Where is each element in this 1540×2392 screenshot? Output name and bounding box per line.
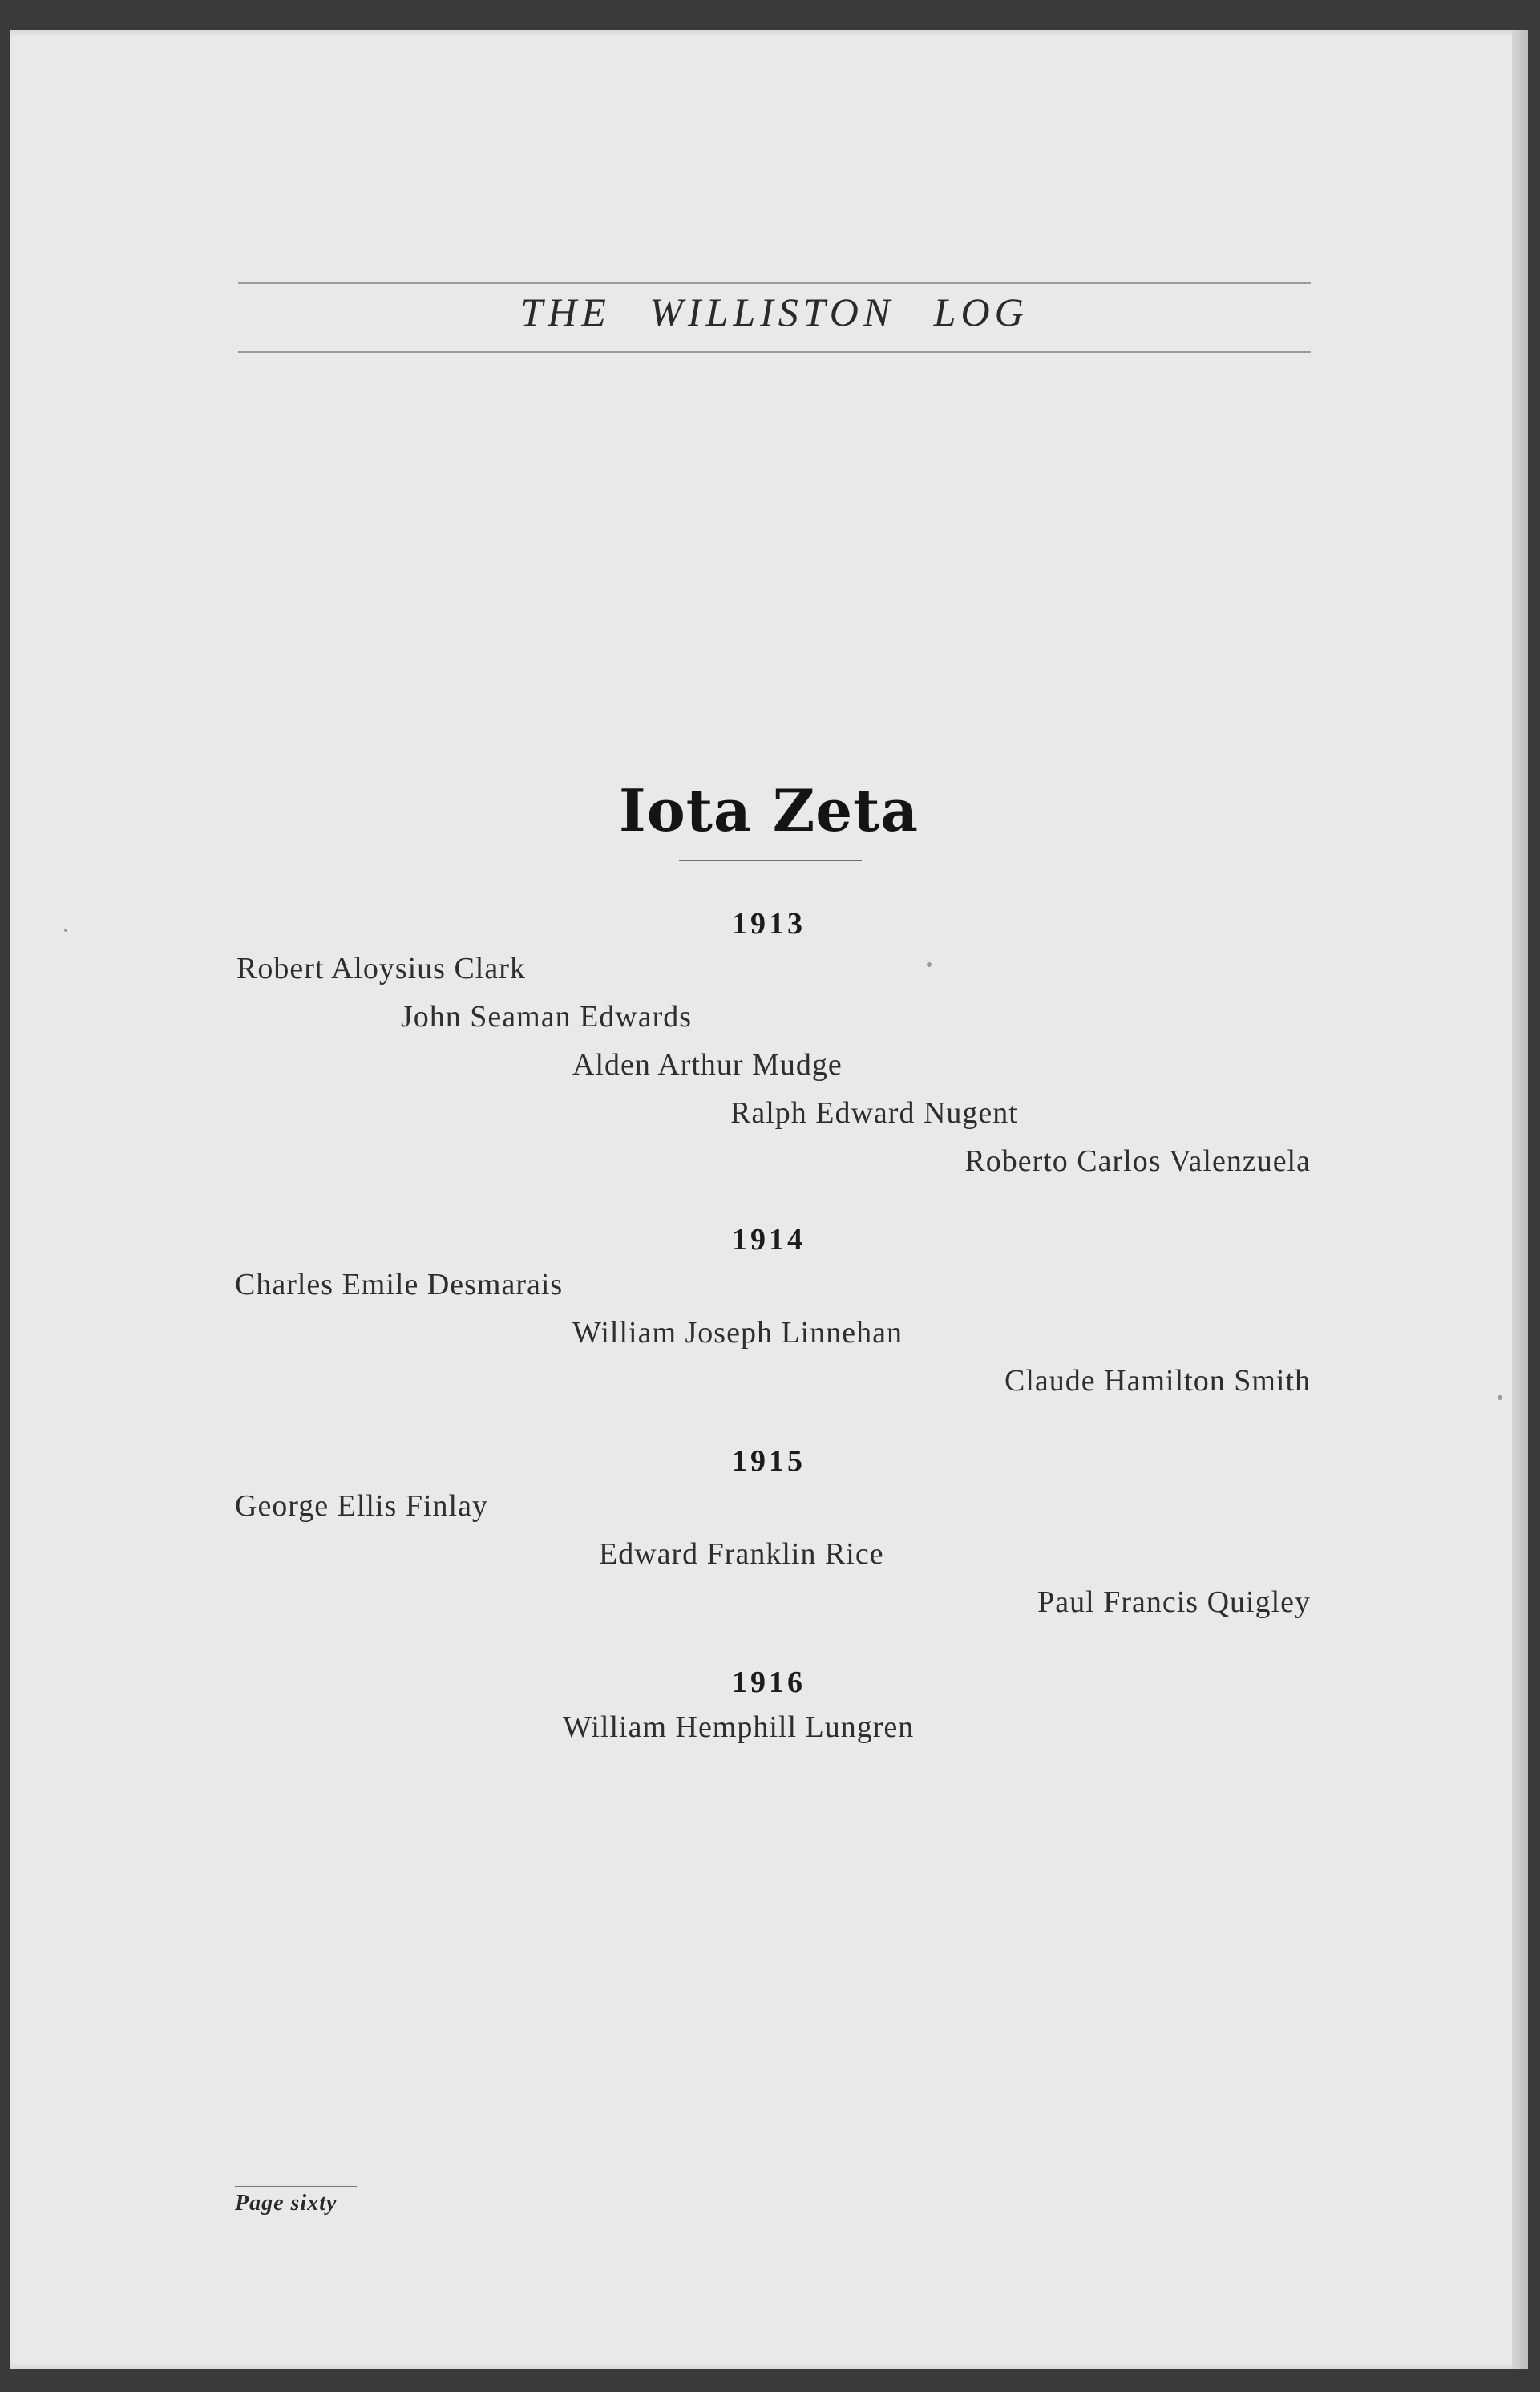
member-name: Roberto Carlos Valenzuela bbox=[964, 1144, 1311, 1178]
class-year-1915: 1915 bbox=[732, 1444, 806, 1478]
header-rule-top bbox=[238, 282, 1311, 284]
section-title: Iota Zeta bbox=[619, 776, 919, 844]
header-rule-bottom bbox=[238, 351, 1311, 353]
page bbox=[10, 30, 1528, 2369]
member-name: Ralph Edward Nugent bbox=[730, 1096, 1018, 1130]
scan-speck bbox=[927, 962, 932, 967]
page-edge bbox=[1512, 30, 1528, 2369]
member-name: Claude Hamilton Smith bbox=[1004, 1364, 1311, 1398]
class-year-1913: 1913 bbox=[732, 907, 806, 941]
member-name: Charles Emile Desmarais bbox=[235, 1268, 564, 1301]
scan-speck bbox=[1498, 1395, 1502, 1400]
member-name: Alden Arthur Mudge bbox=[572, 1048, 843, 1082]
member-name: George Ellis Finlay bbox=[235, 1489, 488, 1523]
scan-speck bbox=[64, 929, 67, 932]
footer-rule bbox=[235, 2186, 357, 2187]
member-name: Edward Franklin Rice bbox=[599, 1537, 884, 1571]
class-year-1916: 1916 bbox=[732, 1665, 806, 1699]
running-header: THE WILLISTON LOG bbox=[520, 289, 1029, 334]
member-name: Paul Francis Quigley bbox=[1037, 1585, 1311, 1619]
title-underline bbox=[679, 860, 862, 861]
member-name: Robert Aloysius Clark bbox=[236, 952, 526, 986]
member-name: John Seaman Edwards bbox=[401, 1000, 693, 1034]
member-name: William Joseph Linnehan bbox=[572, 1316, 903, 1350]
class-year-1914: 1914 bbox=[732, 1223, 806, 1257]
page-number: Page sixty bbox=[235, 2191, 338, 2216]
member-name: William Hemphill Lungren bbox=[563, 1710, 915, 1744]
